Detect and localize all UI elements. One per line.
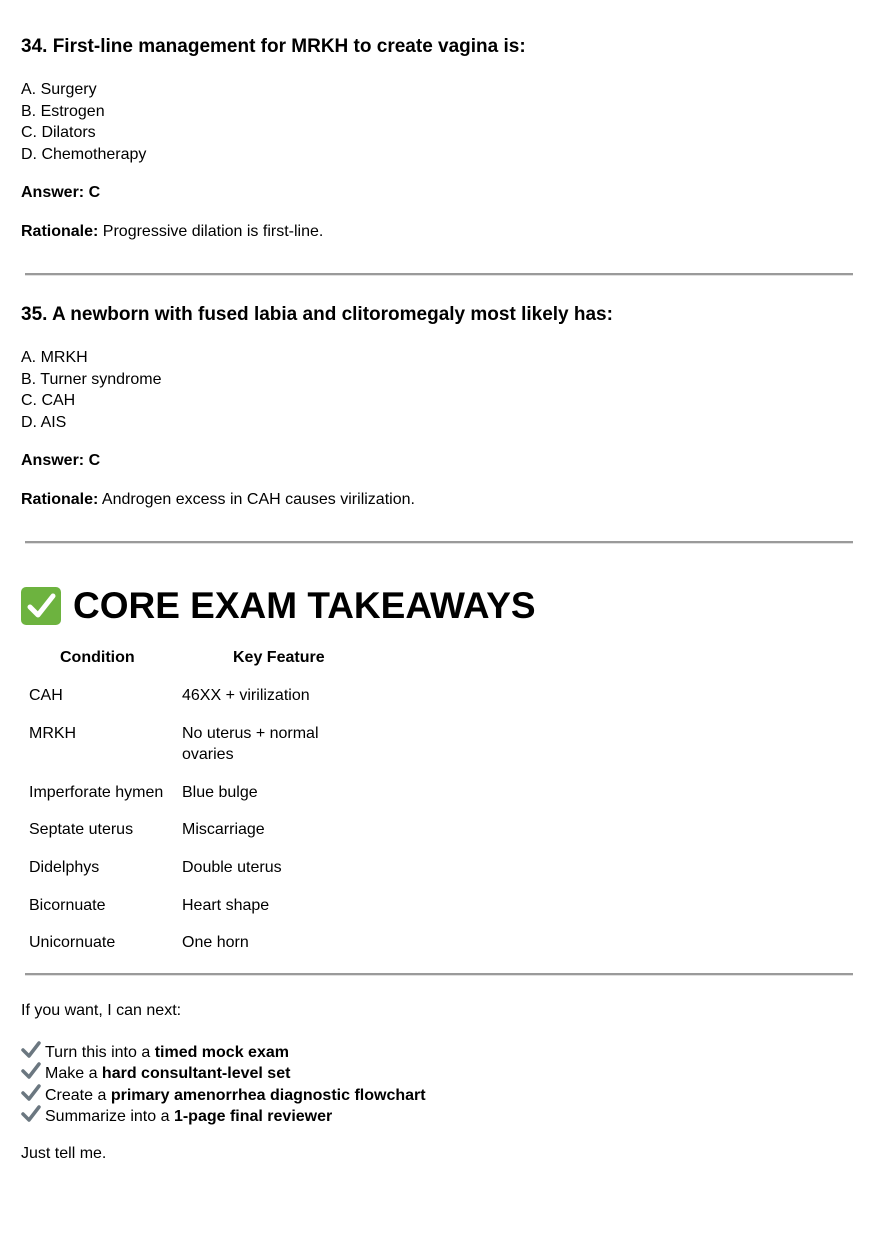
takeaways-title: CORE EXAM TAKEAWAYS <box>73 585 536 626</box>
table-cell-feature: 46XX + virilization <box>182 687 310 704</box>
question-34-answer <box>21 184 100 202</box>
question-35-rationale <box>21 491 415 509</box>
table-cell-feature: One horn <box>182 934 249 951</box>
item-text: Turn this into a <box>45 1044 155 1061</box>
table-cell-condition: Imperforate hymen <box>29 784 164 801</box>
option-b: B. Estrogen <box>21 102 105 120</box>
item-text: Create a <box>45 1087 111 1104</box>
feature-line: No uterus + normal <box>182 725 319 742</box>
followup-item <box>21 1084 426 1105</box>
check-mark-icon <box>21 1084 41 1102</box>
followup-intro: If you want, I can next: <box>21 1002 182 1019</box>
followup-item <box>21 1105 332 1126</box>
question-35-title: 35. A newborn with fused labia and clitoromegaly most likely has: <box>21 304 613 325</box>
table-cell-condition: CAH <box>29 687 63 704</box>
followup-item <box>21 1041 289 1062</box>
rationale-label: Rationale: <box>21 491 99 508</box>
answer-label: Answer: <box>21 184 85 201</box>
table-cell-feature: Miscarriage <box>182 821 265 838</box>
rationale-text: Progressive dilation is first-line. <box>102 223 324 240</box>
item-bold-text: primary amenorrhea diagnostic flowchart <box>110 1087 426 1104</box>
table-cell-feature: Heart shape <box>182 897 270 914</box>
question-34-title: 34. First-line management for MRKH to create vagina is: <box>21 36 526 57</box>
option-a: A. Surgery <box>21 81 97 98</box>
table-cell-feature: Blue bulge <box>182 784 258 801</box>
option-c: C. CAH <box>21 392 76 409</box>
answer-value: C <box>88 452 101 469</box>
item-bold-text: hard consultant-level set <box>101 1065 291 1082</box>
question-35-answer <box>21 452 100 470</box>
option-d: D. AIS <box>21 413 67 431</box>
item-bold-text: 1-page final reviewer <box>173 1108 333 1125</box>
table-cell-feature: Double uterus <box>182 859 282 876</box>
check-mark-icon <box>21 1062 41 1080</box>
question-34-options <box>21 79 146 165</box>
followup-item <box>21 1062 290 1083</box>
answer-label: Answer: <box>21 452 85 469</box>
table-cell-feature <box>182 723 319 765</box>
question-34-rationale <box>21 223 323 241</box>
table-cell-condition: Bicornuate <box>29 897 106 914</box>
followup-closing: Just tell me. <box>21 1145 107 1162</box>
check-mark-button-icon <box>21 587 61 625</box>
column-header-condition: Condition <box>60 649 135 666</box>
option-d: D. Chemotherapy <box>21 145 147 163</box>
option-c: C. Dilators <box>21 124 96 141</box>
table-cell-condition: MRKH <box>29 725 77 742</box>
rationale-text: Androgen excess in CAH causes virilization. <box>101 491 415 508</box>
divider <box>25 541 853 544</box>
answer-value: C <box>88 184 101 201</box>
column-header-key-feature: Key Feature <box>233 649 325 666</box>
divider <box>25 973 853 976</box>
item-text: Summarize into a <box>45 1108 174 1125</box>
check-mark-icon <box>21 1041 41 1059</box>
table-cell-condition: Didelphys <box>29 859 100 876</box>
divider <box>25 273 853 276</box>
rationale-label: Rationale: <box>21 223 99 240</box>
check-mark-icon <box>21 1105 41 1123</box>
takeaways-heading <box>21 585 536 627</box>
table-cell-condition: Septate uterus <box>29 821 134 838</box>
item-text: Make a <box>45 1065 102 1082</box>
question-35-options <box>21 347 162 433</box>
item-bold-text: timed mock exam <box>154 1044 289 1061</box>
feature-line: ovaries <box>182 746 234 763</box>
option-b: B. Turner syndrome <box>21 370 162 388</box>
table-cell-condition: Unicornuate <box>29 934 116 951</box>
option-a: A. MRKH <box>21 349 88 366</box>
